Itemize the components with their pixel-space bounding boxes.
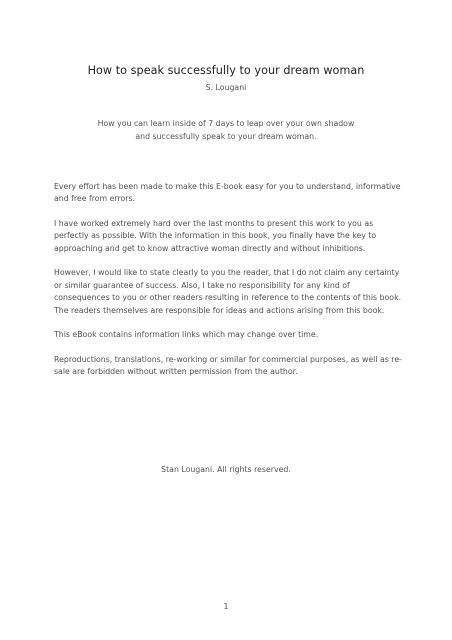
paragraph-accuracy: Every effort has been made to make this E-book easy for you to understand, informative and free from errors. [54,182,401,204]
document-title: How to speak successfully to your dream woman [87,64,365,77]
paragraph-copyright: Reproductions, translations, re-working or similar for commercial purposes, as well as re-sale are forbidden without written permission from the author. [54,354,402,377]
subtitle-line: How you can learn inside of 7 days to leap over your own shadow [97,119,355,128]
page-number: 1 [223,602,229,611]
subtitle-line: and successfully speak to your dream woman. [135,131,317,141]
paragraph-links: This eBook contains information links which may change over time. [54,330,319,340]
paragraph-effort: I have worked extremely hard over the last months to present this work to you as perfectly as possible. With the information in this book, you finally have the key to approaching and get to know attractive woman directly and without inhibitions. [54,219,377,253]
rights-notice: Stan Lougani. All rights reserved. [161,465,291,474]
document-body [54,181,402,391]
document-author: S. Lougani [205,83,247,92]
document-subtitle [60,118,392,143]
paragraph-disclaimer: However, I would like to state clearly to you the reader, that I do not claim any certainty or similar guarantee of success. Also, I take no responsibility for any kind of consequences to you or other readers resulting in reference to the contents of this book. The readers themselves are responsible for ideas and actions arising from this book. [54,268,402,315]
